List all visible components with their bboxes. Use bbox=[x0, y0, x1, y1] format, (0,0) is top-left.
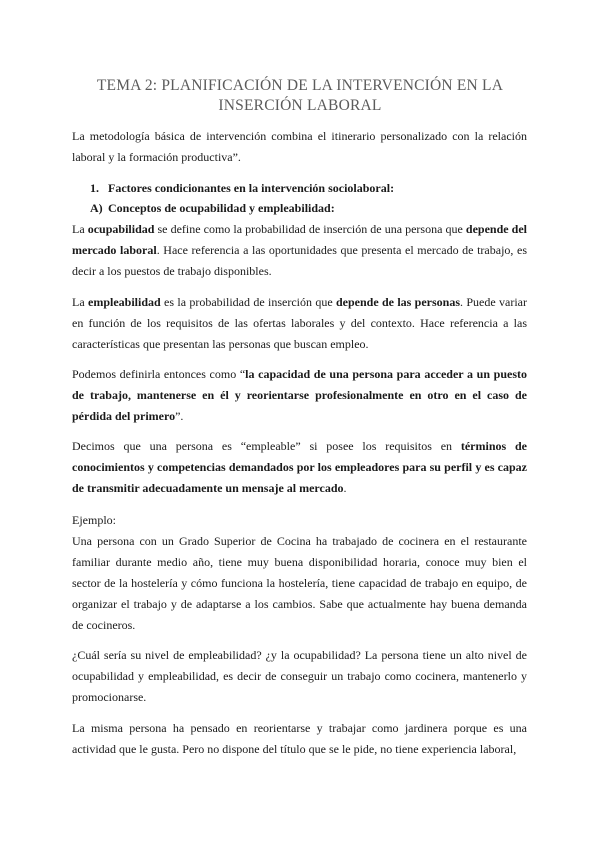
text-run: . bbox=[343, 481, 347, 495]
paragraph-ocupabilidad bbox=[72, 219, 527, 282]
paragraph-empleable bbox=[72, 436, 527, 499]
text-run: . Puede variar en función de los requisitos de las ofertas laborales y del contexto. Hace referencia a las características que presentan las personas que buscan empleo. bbox=[72, 295, 527, 351]
heading-conceptos bbox=[90, 199, 335, 217]
bold-term: ocupabilidad bbox=[87, 222, 155, 236]
text-run: . Hace referencia a las oportunidades que presenta el mercado de trabajo, es decir a los puestos de trabajo disponibles. bbox=[72, 243, 527, 278]
paragraph-empleabilidad bbox=[72, 292, 527, 355]
paragraph-definicion bbox=[72, 364, 527, 427]
title-line-2: INSERCIÓN LABORAL bbox=[218, 97, 382, 114]
paragraph-jardinera: La misma persona ha pensado en reorientarse y trabajar como jardinera porque es una actividad que le gusta. Pero no dispone del título que se le pide, no tiene experiencia laboral, bbox=[72, 721, 527, 756]
heading-factores bbox=[90, 179, 394, 197]
text-run: La bbox=[72, 295, 88, 309]
ejemplo-label: Ejemplo: bbox=[72, 513, 116, 527]
bold-term: términos de conocimientos y competencias demandados por los empleadores para su perfil y es capaz de transmitir adecuadamente un mensaje al mercado bbox=[72, 439, 527, 495]
text-run: Decimos que una persona es “empleable” si posee los requisitos en bbox=[72, 439, 461, 453]
paragraph-pregunta: ¿Cuál sería su nivel de empleabilidad? ¿y la ocupabilidad? La persona tiene un alto nivel de ocupabilidad y empleabilidad, es decir de conseguir un trabajo como cocinera, mantenerlo y promocionarse. bbox=[72, 648, 527, 704]
heading-text: Conceptos de ocupabilidad y empleabilidad: bbox=[108, 201, 335, 215]
text-run: se define como la probabilidad de inserción de una persona que bbox=[154, 222, 466, 236]
paragraph-ejemplo: Una persona con un Grado Superior de Cocina ha trabajado de cocinera en el restaurante familiar durante medio año, tiene muy buena disponibilidad horaria, conoce muy bien el sector de la hostelería y cómo funciona la hostelería, tiene capacidad de trabajo en equipo, de organizar el trabajo y de adaptarse a los cambios. Sabe que actualmente hay buena demanda de cocineros. bbox=[72, 534, 527, 632]
title-line-1: TEMA 2: PLANIFICACIÓN DE LA INTERVENCIÓN EN LA bbox=[96, 77, 504, 94]
text-run: ”. bbox=[175, 409, 184, 423]
bold-term: empleabilidad bbox=[88, 295, 161, 309]
heading-number: 1. bbox=[90, 181, 99, 195]
bold-quote: la capacidad de una persona para acceder a un puesto de trabajo, mantenerse en él y reorientarse profesionalmente en otro en el caso de pérdida del primero bbox=[72, 367, 527, 423]
text-run: es la probabilidad de inserción que bbox=[160, 295, 336, 309]
document-title bbox=[80, 76, 520, 116]
intro-paragraph: La metodología básica de intervención combina el itinerario personalizado con la relación laboral y la formación productiva”. bbox=[72, 129, 527, 164]
heading-letter: A) bbox=[90, 201, 103, 215]
heading-text: Factores condicionantes en la intervención sociolaboral: bbox=[108, 181, 395, 195]
bold-term: depende de las personas bbox=[335, 295, 461, 309]
text-run: La bbox=[72, 222, 88, 236]
bold-term: depende del mercado laboral bbox=[72, 222, 528, 257]
text-run: Podemos definirla entonces como “ bbox=[72, 367, 246, 381]
